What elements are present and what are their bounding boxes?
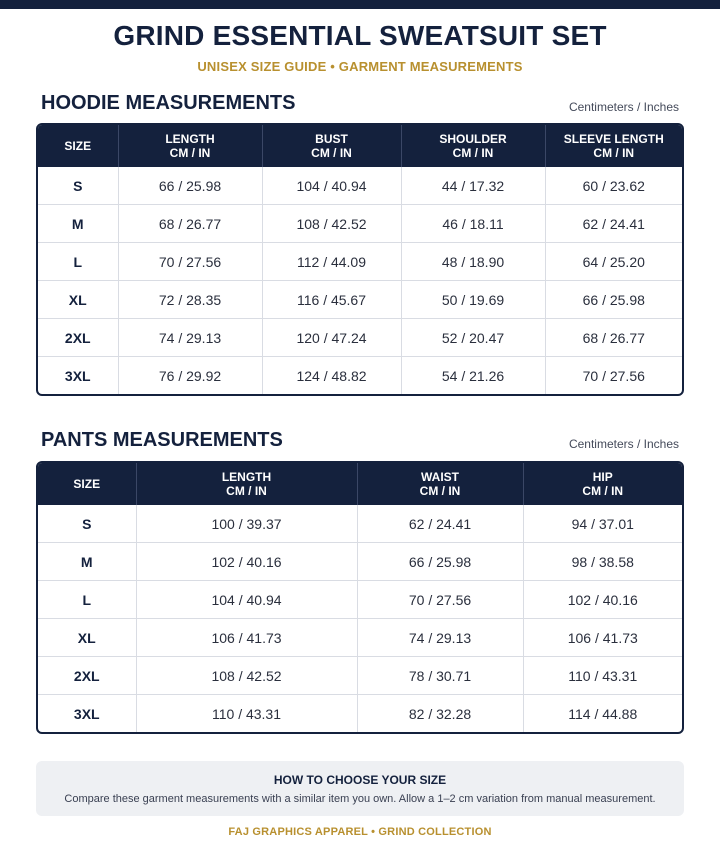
- table-row: [38, 695, 682, 733]
- measurement-cell: 102 / 40.16: [136, 543, 357, 581]
- measurement-cell: 62 / 24.41: [545, 205, 682, 243]
- measurement-cell: 66 / 25.98: [357, 543, 523, 581]
- footer-credit: FAJ GRAPHICS APPAREL • GRIND COLLECTION: [228, 826, 492, 838]
- column-unit: CM / IN: [419, 484, 461, 498]
- column-unit: CM / IN: [226, 484, 267, 498]
- column-unit: CM / IN: [452, 146, 494, 160]
- measurement-cell: 64 / 25.20: [545, 243, 682, 281]
- pants-table-body: [38, 505, 682, 732]
- measurement-cell: 114 / 44.88: [523, 695, 682, 733]
- hoodie-table: [36, 123, 684, 396]
- measurement-cell: 100 / 39.37: [136, 505, 357, 543]
- size-cell: 2XL: [38, 319, 118, 357]
- hoodie-table-header: [38, 125, 682, 167]
- measurement-cell: 62 / 24.41: [357, 505, 523, 543]
- size-guide-box: [36, 761, 684, 816]
- measurement-cell: 106 / 41.73: [136, 619, 357, 657]
- top-accent-bar: [0, 0, 720, 9]
- pants-header-row: [38, 463, 682, 505]
- table-row: [38, 581, 682, 619]
- measurement-cell: 120 / 47.24: [262, 319, 401, 357]
- measurement-cell: 112 / 44.09: [262, 243, 401, 281]
- measurement-cell: 104 / 40.94: [262, 167, 401, 205]
- pants-column-header: [523, 463, 682, 505]
- hoodie-column-header: [38, 125, 118, 167]
- measurement-cell: 54 / 21.26: [401, 357, 545, 395]
- measurement-cell: 76 / 29.92: [118, 357, 262, 395]
- size-cell: S: [38, 505, 136, 543]
- measurement-cell: 108 / 42.52: [136, 657, 357, 695]
- table-row: [38, 619, 682, 657]
- measurement-cell: 116 / 45.67: [262, 281, 401, 319]
- hoodie-units-note: Centimeters / Inches: [568, 100, 679, 114]
- page-subtitle: UNISEX SIZE GUIDE • GARMENT MEASUREMENTS: [197, 59, 523, 74]
- hoodie-column-header: [545, 125, 682, 167]
- pants-table: [36, 461, 684, 734]
- guide-title: HOW TO CHOOSE YOUR SIZE: [273, 773, 447, 787]
- measurement-cell: 74 / 29.13: [357, 619, 523, 657]
- guide-text: Compare these garment measurements with a similar item you own. Allow a 1–2 cm variation from manual measurement.: [64, 793, 656, 805]
- page-title: GRIND ESSENTIAL SWEATSUIT SET: [113, 20, 607, 51]
- hoodie-table-body: [38, 167, 682, 394]
- size-cell: L: [38, 243, 118, 281]
- table-row: [38, 505, 682, 543]
- column-unit: CM / IN: [582, 484, 624, 498]
- measurement-cell: 108 / 42.52: [262, 205, 401, 243]
- table-row: [38, 319, 682, 357]
- column-name: BUST: [315, 132, 348, 146]
- measurement-cell: 72 / 28.35: [118, 281, 262, 319]
- column-name: SLEEVE LENGTH: [563, 132, 664, 146]
- measurement-cell: 110 / 43.31: [136, 695, 357, 733]
- measurement-cell: 68 / 26.77: [545, 319, 682, 357]
- size-cell: M: [38, 205, 118, 243]
- measurement-cell: 104 / 40.94: [136, 581, 357, 619]
- column-name: SIZE: [73, 477, 101, 491]
- measurement-cell: 70 / 27.56: [118, 243, 262, 281]
- measurement-cell: 68 / 26.77: [118, 205, 262, 243]
- size-cell: M: [38, 543, 136, 581]
- measurement-cell: 66 / 25.98: [545, 281, 682, 319]
- pants-section-title: PANTS MEASUREMENTS: [41, 429, 283, 451]
- column-name: WAIST: [421, 470, 459, 484]
- measurement-cell: 44 / 17.32: [401, 167, 545, 205]
- measurement-cell: 98 / 38.58: [523, 543, 682, 581]
- size-cell: L: [38, 581, 136, 619]
- measurement-cell: 74 / 29.13: [118, 319, 262, 357]
- measurement-cell: 66 / 25.98: [118, 167, 262, 205]
- size-cell: S: [38, 167, 118, 205]
- hoodie-column-header: [401, 125, 545, 167]
- table-row: [38, 167, 682, 205]
- measurement-cell: 70 / 27.56: [545, 357, 682, 395]
- pants-column-header: [136, 463, 357, 505]
- column-name: SIZE: [64, 139, 92, 153]
- measurement-cell: 78 / 30.71: [357, 657, 523, 695]
- measurement-cell: 48 / 18.90: [401, 243, 545, 281]
- size-cell: 3XL: [38, 695, 136, 733]
- measurement-cell: 52 / 20.47: [401, 319, 545, 357]
- column-unit: CM / IN: [593, 146, 635, 160]
- table-row: [38, 205, 682, 243]
- table-row: [38, 357, 682, 395]
- column-name: HIP: [592, 470, 613, 484]
- table-row: [38, 243, 682, 281]
- size-cell: XL: [38, 281, 118, 319]
- size-cell: 2XL: [38, 657, 136, 695]
- column-unit: CM / IN: [311, 146, 352, 160]
- size-cell: XL: [38, 619, 136, 657]
- column-name: LENGTH: [221, 470, 272, 484]
- column-name: SHOULDER: [439, 132, 507, 146]
- measurement-cell: 82 / 32.28: [357, 695, 523, 733]
- size-cell: 3XL: [38, 357, 118, 395]
- measurement-cell: 60 / 23.62: [582, 177, 645, 194]
- measurement-cell: 106 / 41.73: [523, 619, 682, 657]
- pants-table-header: [38, 463, 682, 505]
- hoodie-column-header: [262, 125, 401, 167]
- measurement-cell: 102 / 40.16: [523, 581, 682, 619]
- pants-column-header: [357, 463, 523, 505]
- measurement-cell: 46 / 18.11: [401, 205, 545, 243]
- measurement-cell: 50 / 19.69: [401, 281, 545, 319]
- hoodie-header-row: [38, 125, 682, 167]
- measurement-cell: 110 / 43.31: [523, 657, 682, 695]
- table-row: [38, 543, 682, 581]
- pants-units-note: Centimeters / Inches: [568, 437, 679, 451]
- hoodie-section-title: HOODIE MEASUREMENTS: [41, 92, 296, 114]
- hoodie-column-header: [118, 125, 262, 167]
- pants-column-header: [38, 463, 136, 505]
- measurement-cell: 124 / 48.82: [262, 357, 401, 395]
- measurement-cell: 94 / 37.01: [571, 515, 634, 532]
- column-name: LENGTH: [165, 132, 215, 146]
- measurement-cell: 70 / 27.56: [357, 581, 523, 619]
- column-unit: CM / IN: [169, 146, 211, 160]
- table-row: [38, 657, 682, 695]
- table-row: [38, 281, 682, 319]
